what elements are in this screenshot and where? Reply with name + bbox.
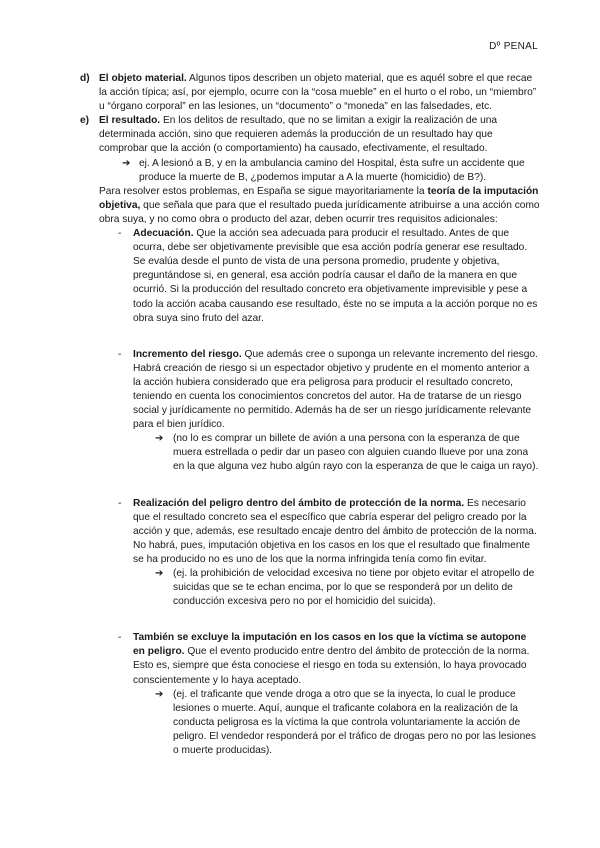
section-e-title: El resultado. [99,115,161,127]
requirement-3-example-text: (ej. la prohibición de velocidad excesiva no tiene por objeto evitar el atropello de suicidas que se te echan encima, por lo que se responderá por un delito de conducción excesiva pero no por el homicidio del suicida). [173,568,535,608]
dash-bullet: - [118,497,122,509]
requirement-adecuacion [80,227,540,326]
requirement-autopuesta [80,631,540,687]
requirement-3-text: Es necesario que el resultado concreto sea el específico que cabría esperar del peligro creado por la acción y que, además, ese resultado encaje dentro del ámbito de protección de la norma. No habrá, pues, imputación objetiva en los casos en los que el resultado que finalmente se ha producido no es uno de los que la norma infringida tenía como fin evitar. [133,497,537,565]
section-d-title: El objeto material. [99,73,187,84]
dash-bullet: - [118,632,122,644]
requirement-4-title: También se excluye la imputación en los casos en los que la víctima se autopone en peligro. [133,632,527,658]
section-e-text: En los delitos de resultado, que no se limitan a exigir la realización de una determinada acción, sino que requieren además la producción de un resultado hay que comprobar que la acción (o comportamiento) ha causado, efectivamente, el resultado. [99,115,498,155]
resolve-theory: teoría de la imputación objetiva, [99,185,539,211]
section-d [80,72,540,114]
requirement-2-title: Incremento del riesgo. [133,348,242,360]
document-body [80,72,540,758]
arrow-icon: ➔ [155,568,164,579]
requirement-realizacion [80,497,540,567]
section-e-label: e) [80,115,90,127]
requirement-2-text: Que además cree o suponga un relevante incremento del riesgo. Habrá creación de riesgo si un espectador objetivo y prudente en el momento anterior a la acción hubiera considerado que era peligrosa para producir el resultado concreto, teniendo en cuenta los conocimientos concretos del autor. Ha de tratarse de un riesgo social y jurídicamente no permitido. Además ha de ser un riesgo jurídicamente relevante para el bien jurídico. [133,348,538,431]
requirement-4-text: Que el evento producido entre dentro del ámbito de protección de la norma. Esto es, siempre que ésta conociese el riesgo en toda su extensión, lo haya provocado conscientemente y lo haya aceptado. [133,646,530,686]
dash-bullet: - [118,228,122,240]
dash-bullet: - [118,348,122,360]
section-e-resolve [80,185,540,227]
requirement-1-title: Adecuación. [133,228,194,240]
requirement-incremento [80,348,540,433]
section-d-text: Algunos tipos describen un objeto material, que es aquél sobre el que recae la acción típica; así, por ejemplo, ocurre con la “cosa mueble” en el hurto o el robo, un “miembro” u “órgano corporal” en las lesiones, un “documento” o “moneda” en las falsedades, etc. [99,73,537,113]
requirement-3-title: Realización del peligro dentro del ámbito de protección de la norma. [133,497,465,509]
arrow-icon: ➔ [122,157,131,169]
requirement-1-text: Que la acción sea adecuada para producir el resultado. Antes de que ocurra, debe ser objetivamente previsible que esa acción podría generar ese resultado. Se evalúa desde el punto de vista de una persona promedio, prudente y objetiva, preguntándose si, en general, esa acción podría causar el daño de la manera en que ocurrió. Si la producción del resultado concreto era objetivamente imprevisible y pese a todo la acción acaba causando ese resultado, éste no se imputa a la acción porque no es obra suya sino fruto del azar. [133,228,538,324]
requirement-2-example-text: (no lo es comprar un billete de avión a una persona con la esperanza de que muera estrellada o pedir dar un paseo con alguien cuando llueve por una zona en la que alguna vez hubo algún rayo con la esperanza de que le caiga un rayo). [173,433,539,473]
requirement-2-example [80,432,540,474]
section-d-label: d) [80,73,90,84]
resolve-text-post: que señala que para que el resultado pueda jurídicamente atribuirse a una acción como obra suya, y no como obra o producto del azar, deben ocurrir tres requisitos adicionales: [99,199,540,225]
header-subject: Dº PENAL [489,41,538,52]
section-e-example-text: ej. A lesionó a B, y en la ambulancia camino del Hospital, ésta sufre un accidente que produce la muerte de B, ¿podemos imputar a A la muerte (homicidio) de B?). [139,157,525,183]
resolve-text-pre: Para resolver estos problemas, en España se sigue mayoritariamente la [99,185,428,197]
arrow-icon: ➔ [155,433,164,445]
arrow-icon: ➔ [155,688,164,700]
requirement-4-example-text: (ej. el traficante que vende droga a otro que se la inyecta, lo cual le produce lesiones o muerte. Aquí, aunque el traficante colabora en la realización de la conducta peligrosa es la víctima la que controla voluntariamente la acción de peligro. El vendedor responderá por el tráfico de drogas pero no por las lesiones o muerte producidas). [173,688,537,757]
requirement-4-example [80,688,540,758]
section-e-example [80,157,540,185]
section-e [80,114,540,156]
requirement-3-example [80,567,540,609]
